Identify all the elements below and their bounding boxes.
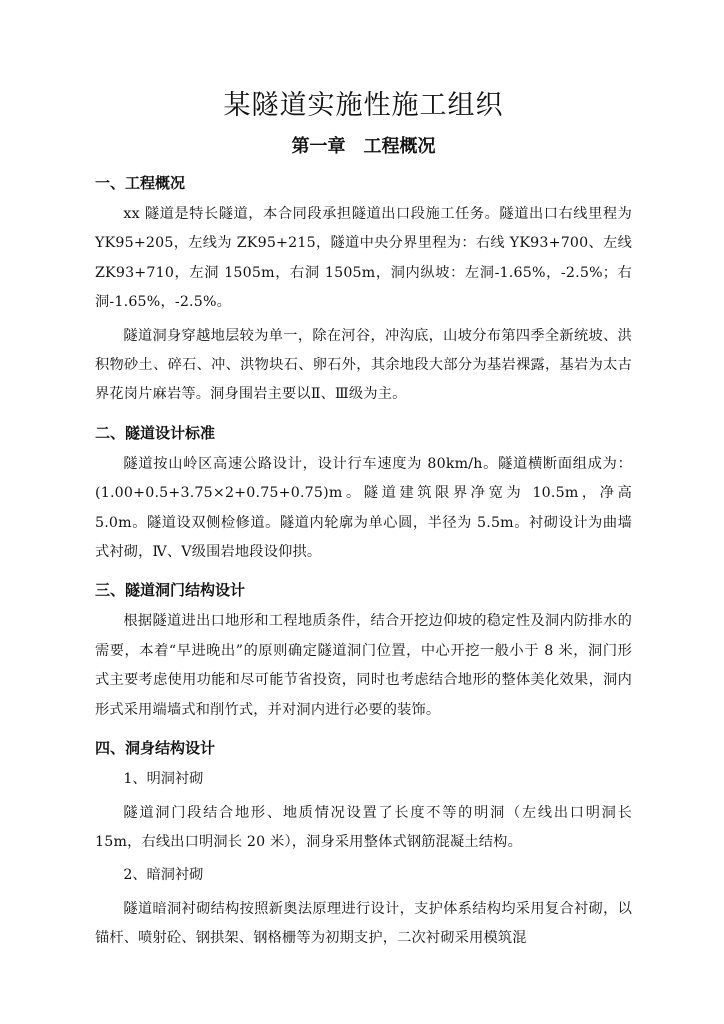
section-overview [95,170,632,410]
subsection-heading: 1、明洞衬砌 [123,771,204,788]
chapter-title: 第一章 工程概况 [291,136,436,157]
section-portal-design [95,577,632,725]
document-title: 某隧道实施性施工组织 [223,90,504,121]
section-heading: 一、工程概况 [95,174,186,192]
section-heading: 三、隧道洞门结构设计 [95,581,246,600]
section-body-structure [95,735,632,953]
section-heading: 四、洞身结构设计 [95,739,216,758]
subsection-heading: 2、暗洞衬砌 [123,867,204,884]
paragraph: 隧道暗洞衬砌结构按照新奥法原理进行设计，支护体系结构均采用复合衬砌，以锚杆、喷射砼、钢拱架、钢格栅等为初期支护，二次衬砌采用模筑混 [95,900,632,947]
paragraph: xx 隧道是特长隧道，本合同段承担隧道出口段施工任务。隧道出口右线里程为 YK95+205，左线为 ZK95+215，隧道中央分界里程为：右线 YK93+700、左线 ZK93+710，左洞 1505m，右洞 1505m，洞内纵坡：左洞-1.65%，-2.5%；右洞-1.65%，-2.5%。 [95,206,632,311]
section-heading: 二、隧道设计标准 [95,423,216,442]
paragraph: 根据隧道进出口地形和工程地质条件，结合开挖边仰坡的稳定性及洞内防排水的需要，本着“早进晚出”的原则确定隧道洞门位置，中心开挖一般小于 8 米，洞门形式主要考虑使用功能和尽可能节省投资，同时也考虑结合地形的整体美化效果，洞内形式采用端墙式和削竹式，并对洞内进行必要的装饰。 [95,613,632,718]
paragraph: 隧道洞门段结合地形、地质情况设置了长度不等的明洞（左线出口明洞长 15m，右线出口明洞长 20 米），洞身采用整体式钢筋混凝土结构。 [95,804,632,850]
section-design-standard [95,420,632,568]
paragraph: 隧道洞身穿越地层较为单一，除在河谷，冲沟底，山坡分布第四季全新统坡、洪积物砂土、碎石、冲、洪物块石、卵石外，其余地段大部分为基岩裸露，基岩为太古界花岗片麻岩等。洞身围岩主要以Ⅱ、Ⅲ级为主。 [95,327,632,403]
paragraph: 隧道按山岭区高速公路设计，设计行车速度为 80km/h。隧道横断面组成为：(1.00+0.5+3.75×2+0.75+0.75)m。隧道建筑限界净宽为 10.5m，净高 5.0m。隧道设双侧检修道。隧道内轮廓为单心圆，半径为 5.5m。衬砌设计为曲墙式衬砌，Ⅳ、Ⅴ级围岩地段设仰拱。 [95,455,632,561]
